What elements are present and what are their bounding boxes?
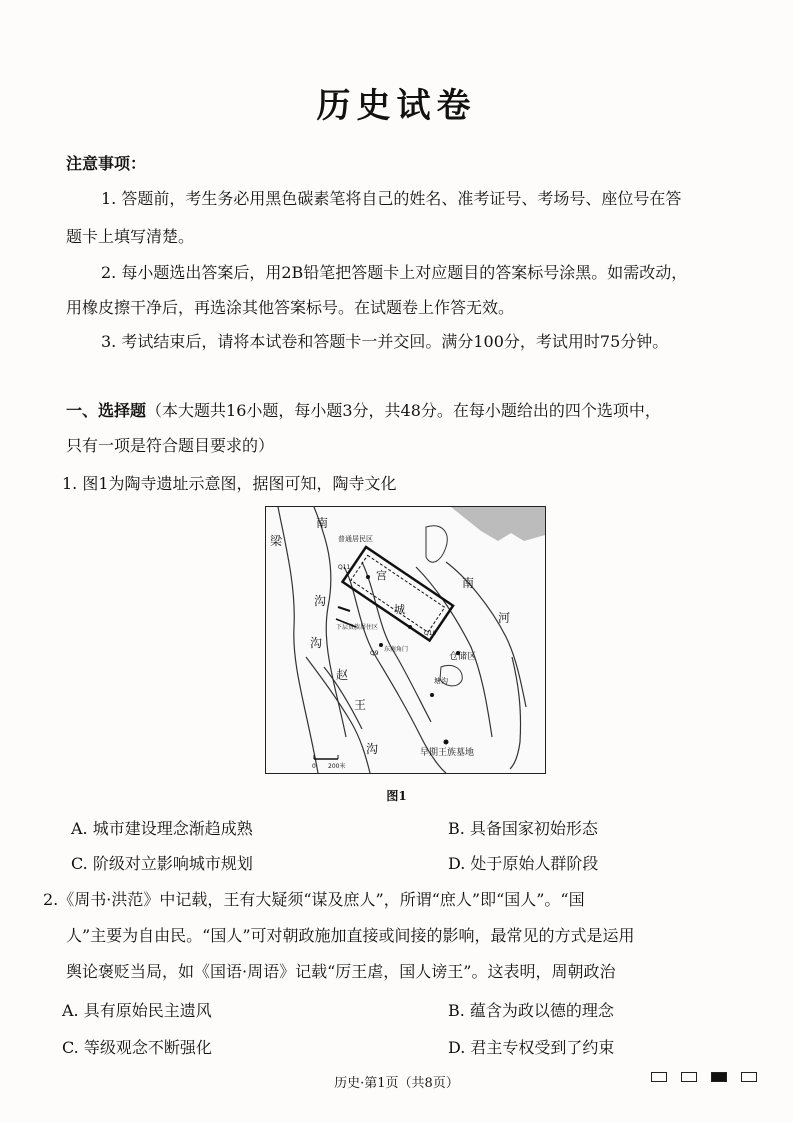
notice-item-3-line-1: 3. 考试结束后，请将本试卷和答题卡一并交回。满分100分，考试用时75分钟。 <box>101 332 669 351</box>
question-1-option-c: C. 阶级对立影响城市规划 <box>71 854 253 873</box>
question-1-stem: 1. 图1为陶寺遗址示意图，据图可知，陶寺文化 <box>62 474 397 493</box>
question-2-line-1: 2.《周书·洪范》中记载，王有大疑须“谋及庶人”，所谓“庶人”即“国人”。“国 <box>43 890 585 909</box>
map-label-nan: 南 <box>316 516 329 530</box>
taosi-site-map <box>265 506 546 774</box>
section-instructions: （本大题共16小题，每小题3分，共48分。在每小题给出的四个选项中， <box>146 401 661 420</box>
page-title: 历史试卷 <box>316 86 477 126</box>
question-1-option-b: B. 具备国家初始形态 <box>448 819 598 838</box>
page-mark-2 <box>681 1072 697 1082</box>
map-label-gou-3: 沟 <box>366 742 379 756</box>
map-label-tanggou: 塘沟 <box>434 677 448 685</box>
question-2-option-c: C. 等级观念不断强化 <box>62 1038 212 1057</box>
map-label-storage: 仓储区 <box>449 652 477 662</box>
map-label-lower-nobles: 下层贵族居住区 <box>336 624 379 631</box>
notice-item-2-line-1: 2. 每小题选出答案后，用2B铅笔把答题卡上对应题目的答案标号涂黑。如需改动， <box>101 263 688 282</box>
map-label-scale-200: 200米 <box>328 763 346 770</box>
notice-item-1-line-1: 1. 答题前，考生务必用黑色碳素笔将自己的姓名、准考证号、考场号、座位号在答 <box>101 189 682 208</box>
map-label-gou-2: 沟 <box>310 636 323 650</box>
question-1-option-a: A. 城市建设理念渐趋成熟 <box>71 819 253 838</box>
question-2-line-2: 人”主要为自由民。“国人”可对朝政施加直接或间接的影响，最常见的方式是运用 <box>66 926 635 945</box>
question-1-option-d: D. 处于原始人群阶段 <box>448 854 599 873</box>
map-label-q11: Q11 <box>338 564 351 571</box>
map-label-palace-2: 城 <box>394 603 405 616</box>
map-label-southeast-gate: 东南角门 <box>384 646 409 653</box>
page-position-marks <box>651 1072 757 1082</box>
map-label-zhao: 赵 <box>336 668 349 682</box>
notice-item-2-line-2: 用橡皮擦干净后，再选涂其他答案标号。在试题卷上作答无效。 <box>66 298 515 317</box>
map-label-cemetery: 早期王族墓地 <box>420 748 475 758</box>
page-mark-4 <box>741 1072 757 1082</box>
figure-1-caption: 图1 <box>386 789 407 803</box>
question-2-option-a: A. 具有原始民主遗风 <box>62 1001 212 1020</box>
section-heading <box>66 398 661 421</box>
map-label-palace-1: 宫 <box>376 569 387 582</box>
notice-item-1-line-2: 题卡上填写清楚。 <box>66 227 195 246</box>
page-mark-3 <box>711 1072 727 1082</box>
map-label-wang: 王 <box>354 698 367 712</box>
question-2-line-3: 舆论褒贬当局，如《国语·周语》记载“厉王虐，国人谤王”。这表明，周朝政治 <box>66 962 616 981</box>
section-instructions-line-2: 只有一项是符合题目要求的） <box>66 436 275 455</box>
map-label-q10: Q10 <box>424 630 437 637</box>
map-label-liang: 梁 <box>270 534 283 548</box>
map-label-q9: Q9 <box>370 650 379 657</box>
notice-heading: 注意事项： <box>66 154 147 173</box>
map-label-gou-1: 沟 <box>314 594 327 608</box>
map-label-nanhe-2: 河 <box>498 611 511 625</box>
page-footer: 历史·第1页（共8页） <box>334 1076 459 1091</box>
map-label-scale-0: 0 <box>312 763 316 770</box>
map-label-residential: 普通居民区 <box>338 535 373 543</box>
section-title: 一、选择题 <box>66 401 147 420</box>
question-2-option-b: B. 蕴含为政以德的理念 <box>448 1001 614 1020</box>
page-mark-1 <box>651 1072 667 1082</box>
question-2-option-d: D. 君主专权受到了约束 <box>448 1038 615 1057</box>
map-label-nanhe-1: 南 <box>462 576 475 590</box>
